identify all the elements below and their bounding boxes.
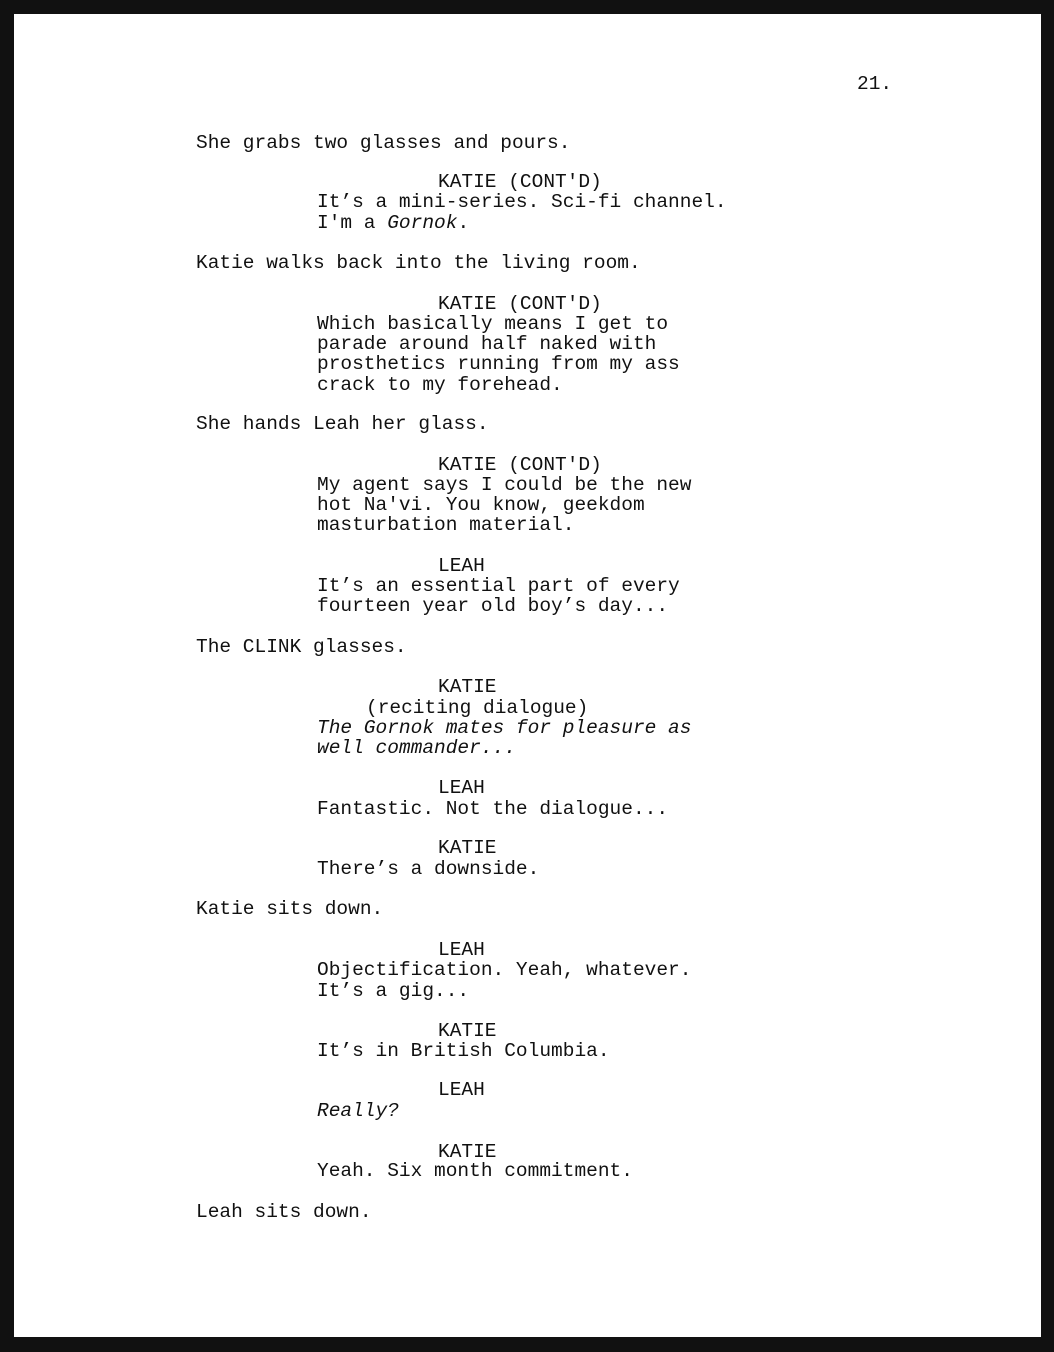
script-line-dialogue bbox=[317, 960, 691, 980]
script-line-dialogue bbox=[317, 799, 668, 819]
line-text-segment: My agent says I could be the new bbox=[317, 474, 692, 496]
line-text-segment: KATIE (CONT'D) bbox=[438, 454, 602, 476]
script-line-action bbox=[196, 1202, 372, 1222]
line-text-segment: . bbox=[457, 212, 470, 234]
line-text-segment: KATIE (CONT'D) bbox=[438, 171, 602, 193]
script-line-action bbox=[196, 414, 489, 434]
script-line-action bbox=[196, 637, 407, 657]
script-line-paren bbox=[366, 698, 588, 718]
script-page bbox=[14, 14, 1041, 1337]
script-line-character bbox=[438, 556, 485, 576]
line-text-segment: Leah sits down. bbox=[196, 1201, 372, 1223]
script-line-character bbox=[438, 677, 497, 697]
script-line-dialogue bbox=[317, 213, 469, 233]
script-line-character bbox=[438, 1021, 497, 1041]
line-text-segment: She hands Leah her glass. bbox=[196, 413, 489, 435]
script-line-dialogue bbox=[317, 1161, 633, 1181]
script-line-character bbox=[438, 172, 602, 192]
line-text-segment: hot Na'vi. You know, geekdom bbox=[317, 494, 645, 516]
line-text-segment: parade around half naked with bbox=[317, 333, 657, 355]
line-text-segment: Katie sits down. bbox=[196, 898, 384, 920]
line-text-segment: It’s a mini-series. Sci-fi channel. bbox=[317, 191, 727, 213]
line-text-segment: It’s an essential part of every bbox=[317, 575, 680, 597]
line-text-segment: There’s a downside. bbox=[317, 858, 540, 880]
script-line-dialogue bbox=[317, 495, 645, 515]
script-line-dialogue bbox=[317, 981, 469, 1001]
script-line-character bbox=[438, 838, 497, 858]
line-text-segment: Really? bbox=[317, 1100, 399, 1122]
script-line-dialogue bbox=[317, 375, 563, 395]
script-line-dialogue bbox=[317, 334, 656, 354]
script-line-dialogue bbox=[317, 475, 691, 495]
script-line-dialogue bbox=[317, 354, 680, 374]
line-text-segment: KATIE bbox=[438, 1141, 497, 1163]
line-text-segment: Objectification. Yeah, whatever. bbox=[317, 959, 692, 981]
script-line-dialogue bbox=[317, 576, 680, 596]
line-text-segment: Katie walks back into the living room. bbox=[196, 252, 641, 274]
line-text-segment: KATIE bbox=[438, 837, 497, 859]
script-line-character bbox=[438, 455, 602, 475]
line-text-segment: Gornok bbox=[387, 212, 458, 234]
line-text-segment: LEAH bbox=[438, 555, 485, 577]
script-line-action bbox=[196, 253, 641, 273]
script-line-action bbox=[196, 899, 383, 919]
script-line-character bbox=[438, 1142, 497, 1162]
line-text-segment: It’s in British Columbia. bbox=[317, 1040, 610, 1062]
script-line-character bbox=[438, 778, 485, 798]
script-line-dialogue bbox=[317, 192, 727, 212]
line-text-segment: Fantastic. Not the dialogue... bbox=[317, 798, 669, 820]
script-line-character bbox=[438, 1080, 485, 1100]
line-text-segment: The CLINK glasses. bbox=[196, 636, 407, 658]
script-line-dialogue bbox=[317, 596, 668, 616]
line-text-segment: KATIE bbox=[438, 1020, 497, 1042]
line-text-segment: crack to my forehead. bbox=[317, 374, 563, 396]
line-text-segment: She grabs two glasses and pours. bbox=[196, 132, 571, 154]
line-text-segment: Yeah. Six month commitment. bbox=[317, 1160, 633, 1182]
line-text-segment: KATIE bbox=[438, 676, 497, 698]
line-text-segment: (reciting dialogue) bbox=[366, 697, 589, 719]
line-text-segment: Which basically means I get to bbox=[317, 313, 669, 335]
line-text-segment: LEAH bbox=[438, 1079, 485, 1101]
script-line-dialogue bbox=[317, 738, 516, 758]
line-text-segment: masturbation material. bbox=[317, 514, 575, 536]
script-line-character bbox=[438, 294, 602, 314]
line-text-segment: well commander... bbox=[317, 737, 516, 759]
script-line-dialogue bbox=[317, 859, 539, 879]
line-text-segment: LEAH bbox=[438, 777, 485, 799]
script-line-dialogue bbox=[317, 515, 574, 535]
script-line-dialogue bbox=[317, 1101, 399, 1121]
script-line-action bbox=[196, 133, 570, 153]
line-text-segment: LEAH bbox=[438, 939, 485, 961]
script-line-dialogue bbox=[317, 1041, 610, 1061]
line-text-segment: It’s a gig... bbox=[317, 980, 470, 1002]
page-number: 21. bbox=[857, 73, 893, 95]
line-text-segment: KATIE (CONT'D) bbox=[438, 293, 602, 315]
script-line-dialogue bbox=[317, 718, 691, 738]
line-text-segment: The Gornok mates for pleasure as bbox=[317, 717, 692, 739]
script-line-dialogue bbox=[317, 314, 668, 334]
line-text-segment: I'm a bbox=[317, 212, 388, 234]
script-line-character bbox=[438, 940, 485, 960]
line-text-segment: fourteen year old boy’s day... bbox=[317, 595, 669, 617]
line-text-segment: prosthetics running from my ass bbox=[317, 353, 680, 375]
